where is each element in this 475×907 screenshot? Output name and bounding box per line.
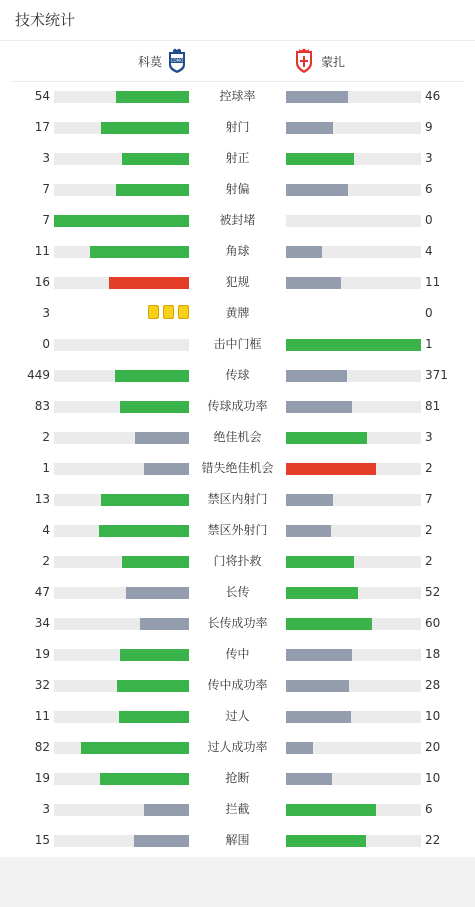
home-stat-bar-track bbox=[54, 587, 189, 599]
away-stat-bar bbox=[286, 401, 352, 413]
home-stat-value: 19 bbox=[34, 771, 50, 785]
home-stat-value: 19 bbox=[34, 647, 50, 661]
home-stat-bar bbox=[109, 277, 189, 289]
away-stat-bar-track bbox=[286, 153, 421, 165]
away-stat-value: 7 bbox=[425, 492, 433, 506]
away-stat-bar bbox=[286, 649, 352, 661]
stat-row bbox=[0, 763, 475, 794]
stat-label: 犯规 bbox=[225, 275, 250, 289]
home-stat-bar-track bbox=[54, 680, 189, 692]
home-yellow-cards bbox=[148, 305, 189, 319]
stat-label: 过人 bbox=[225, 709, 250, 723]
away-stat-bar bbox=[286, 91, 348, 103]
stat-label: 传中 bbox=[225, 647, 250, 661]
stat-label: 传中成功率 bbox=[207, 678, 268, 692]
away-stat-bar bbox=[286, 556, 354, 568]
home-stat-value: 32 bbox=[34, 678, 50, 692]
stat-label: 长传成功率 bbox=[207, 616, 268, 630]
home-stat-bar bbox=[116, 184, 189, 196]
home-stat-bar bbox=[117, 680, 189, 692]
away-stat-bar-track bbox=[286, 277, 421, 289]
home-stat-value: 54 bbox=[34, 89, 50, 103]
stat-label: 射正 bbox=[225, 151, 250, 165]
away-stat-bar bbox=[286, 742, 313, 754]
away-stat-bar-track bbox=[286, 370, 421, 382]
away-stat-value: 52 bbox=[425, 585, 441, 599]
away-stat-bar bbox=[286, 153, 354, 165]
home-stat-value: 11 bbox=[34, 244, 50, 258]
stat-row bbox=[0, 236, 475, 267]
home-stat-value: 34 bbox=[34, 616, 50, 630]
away-stat-bar bbox=[286, 184, 348, 196]
home-stat-value: 1 bbox=[42, 461, 50, 475]
away-stat-bar bbox=[286, 525, 331, 537]
away-stat-bar bbox=[286, 370, 347, 382]
away-stat-value: 2 bbox=[425, 523, 433, 537]
away-stat-bar-track bbox=[286, 680, 421, 692]
como-crest-icon bbox=[166, 48, 188, 74]
away-stat-value: 371 bbox=[425, 368, 448, 382]
stat-label: 禁区外射门 bbox=[207, 523, 268, 537]
away-stat-bar-track bbox=[286, 711, 421, 723]
stat-label: 黄牌 bbox=[225, 306, 250, 320]
stat-row bbox=[0, 329, 475, 360]
home-team-name: 科莫 bbox=[138, 54, 163, 69]
home-stat-bar-track bbox=[54, 835, 189, 847]
away-stat-bar-track bbox=[286, 246, 421, 258]
away-stat-bar-track bbox=[286, 432, 421, 444]
away-stat-value: 9 bbox=[425, 120, 433, 134]
away-stat-value: 3 bbox=[425, 151, 433, 165]
home-stat-value: 15 bbox=[34, 833, 50, 847]
home-stat-bar bbox=[54, 215, 189, 227]
stat-row bbox=[0, 298, 475, 329]
away-stat-bar bbox=[286, 587, 358, 599]
away-stat-value: 46 bbox=[425, 89, 441, 103]
stat-row bbox=[0, 639, 475, 670]
stat-row bbox=[0, 732, 475, 763]
stat-row bbox=[0, 267, 475, 298]
away-stat-value: 2 bbox=[425, 554, 433, 568]
home-stat-value: 3 bbox=[42, 151, 50, 165]
away-stat-bar-track bbox=[286, 835, 421, 847]
stat-row bbox=[0, 422, 475, 453]
home-stat-bar-track bbox=[54, 401, 189, 413]
home-stat-bar-track bbox=[54, 649, 189, 661]
stat-label: 射门 bbox=[225, 120, 250, 134]
home-stat-value: 2 bbox=[42, 554, 50, 568]
home-stat-bar bbox=[120, 401, 189, 413]
stat-row bbox=[0, 484, 475, 515]
stat-row bbox=[0, 81, 475, 112]
away-stat-value: 10 bbox=[425, 709, 441, 723]
away-stat-value: 0 bbox=[425, 306, 433, 320]
home-stat-bar-track bbox=[54, 246, 189, 258]
stats-list bbox=[0, 81, 475, 856]
away-stat-bar bbox=[286, 122, 333, 134]
home-stat-bar bbox=[99, 525, 189, 537]
home-stat-bar bbox=[90, 246, 189, 258]
home-stat-bar-track bbox=[54, 804, 189, 816]
home-stat-bar-track bbox=[54, 556, 189, 568]
home-stat-value: 16 bbox=[34, 275, 50, 289]
stat-label: 禁区内射门 bbox=[207, 492, 268, 506]
home-stat-bar-track bbox=[54, 463, 189, 475]
home-stat-value: 11 bbox=[34, 709, 50, 723]
away-team[interactable] bbox=[293, 47, 345, 75]
away-stat-bar-track bbox=[286, 401, 421, 413]
home-stat-value: 449 bbox=[27, 368, 50, 382]
away-stat-bar bbox=[286, 711, 351, 723]
away-stat-bar-track bbox=[286, 618, 421, 630]
away-stat-value: 81 bbox=[425, 399, 441, 413]
away-stat-bar bbox=[286, 246, 322, 258]
away-stat-bar-track bbox=[286, 463, 421, 475]
stat-label: 门将扑救 bbox=[213, 554, 262, 568]
home-stat-bar bbox=[101, 122, 189, 134]
stat-label: 解围 bbox=[225, 833, 250, 847]
away-stat-value: 2 bbox=[425, 461, 433, 475]
away-stat-bar-track bbox=[286, 91, 421, 103]
away-stat-value: 22 bbox=[425, 833, 441, 847]
away-stat-value: 6 bbox=[425, 182, 433, 196]
home-stat-bar bbox=[115, 370, 189, 382]
stat-label: 过人成功率 bbox=[207, 740, 268, 754]
stat-row bbox=[0, 794, 475, 825]
away-stat-bar bbox=[286, 835, 366, 847]
home-stat-value: 2 bbox=[42, 430, 50, 444]
home-stat-value: 0 bbox=[42, 337, 50, 351]
away-stat-value: 11 bbox=[425, 275, 441, 289]
home-stat-bar bbox=[144, 804, 189, 816]
stat-label: 角球 bbox=[225, 244, 250, 258]
home-team[interactable] bbox=[138, 47, 188, 75]
away-stat-bar bbox=[286, 618, 372, 630]
home-stat-bar-track bbox=[54, 525, 189, 537]
stat-row bbox=[0, 391, 475, 422]
home-stat-bar-track bbox=[54, 215, 189, 227]
home-stat-bar bbox=[126, 587, 189, 599]
stat-label: 拦截 bbox=[225, 802, 250, 816]
home-stat-value: 13 bbox=[34, 492, 50, 506]
stat-row bbox=[0, 112, 475, 143]
stat-label: 被封堵 bbox=[219, 213, 256, 227]
home-stat-bar-track bbox=[54, 432, 189, 444]
away-stat-bar bbox=[286, 804, 376, 816]
away-stat-value: 3 bbox=[425, 430, 433, 444]
home-stat-value: 7 bbox=[42, 182, 50, 196]
away-stat-bar-track bbox=[286, 339, 421, 351]
home-stat-value: 83 bbox=[34, 399, 50, 413]
away-stat-bar bbox=[286, 463, 376, 475]
away-stat-bar-track bbox=[286, 184, 421, 196]
away-stat-value: 28 bbox=[425, 678, 441, 692]
home-stat-bar-track bbox=[54, 494, 189, 506]
home-stat-value: 4 bbox=[42, 523, 50, 537]
stat-row bbox=[0, 205, 475, 236]
home-stat-value: 47 bbox=[34, 585, 50, 599]
stat-row bbox=[0, 577, 475, 608]
home-stat-bar bbox=[120, 649, 189, 661]
home-stat-bar-track bbox=[54, 742, 189, 754]
home-stat-bar bbox=[81, 742, 189, 754]
home-stat-bar bbox=[116, 91, 189, 103]
home-stat-value: 17 bbox=[34, 120, 50, 134]
away-stat-value: 60 bbox=[425, 616, 441, 630]
yellow-card-icon bbox=[148, 305, 159, 319]
stat-row bbox=[0, 515, 475, 546]
yellow-card-icon bbox=[178, 305, 189, 319]
away-stat-bar-track bbox=[286, 773, 421, 785]
monza-crest-icon bbox=[293, 48, 315, 74]
stat-row bbox=[0, 701, 475, 732]
home-stat-bar bbox=[122, 556, 190, 568]
stat-row bbox=[0, 825, 475, 856]
home-stat-bar bbox=[134, 835, 189, 847]
stat-row bbox=[0, 670, 475, 701]
stat-row bbox=[0, 608, 475, 639]
stat-label: 控球率 bbox=[219, 89, 256, 103]
stat-label: 错失绝佳机会 bbox=[201, 461, 274, 475]
home-stat-value: 7 bbox=[42, 213, 50, 227]
away-stat-bar-track bbox=[286, 587, 421, 599]
home-stat-value: 3 bbox=[42, 802, 50, 816]
stat-label: 长传 bbox=[225, 585, 250, 599]
away-stat-value: 1 bbox=[425, 337, 433, 351]
stat-row bbox=[0, 546, 475, 577]
stat-label: 传球成功率 bbox=[207, 399, 268, 413]
home-stat-bar bbox=[135, 432, 189, 444]
home-stat-bar-track bbox=[54, 122, 189, 134]
away-stat-bar bbox=[286, 773, 332, 785]
stat-label: 传球 bbox=[225, 368, 250, 382]
yellow-card-icon bbox=[163, 305, 174, 319]
away-stat-bar bbox=[286, 432, 367, 444]
home-stat-bar bbox=[101, 494, 189, 506]
away-stat-bar-track bbox=[286, 494, 421, 506]
home-stat-bar-track bbox=[54, 153, 189, 165]
away-stat-bar bbox=[286, 680, 349, 692]
home-stat-bar bbox=[122, 153, 190, 165]
stat-label: 击中门框 bbox=[213, 337, 262, 351]
away-stat-bar-track bbox=[286, 215, 421, 227]
home-stat-bar-track bbox=[54, 184, 189, 196]
away-stat-bar bbox=[286, 494, 333, 506]
away-stat-bar-track bbox=[286, 525, 421, 537]
away-stat-bar-track bbox=[286, 742, 421, 754]
away-stat-value: 20 bbox=[425, 740, 441, 754]
home-stat-value: 82 bbox=[34, 740, 50, 754]
stat-row bbox=[0, 453, 475, 484]
stat-label: 抢断 bbox=[225, 771, 250, 785]
away-stat-bar-track bbox=[286, 556, 421, 568]
svg-text:COMO: COMO bbox=[170, 58, 184, 63]
away-team-name: 蒙扎 bbox=[321, 54, 346, 69]
home-stat-bar-track bbox=[54, 773, 189, 785]
away-stat-bar-track bbox=[286, 649, 421, 661]
away-stat-value: 6 bbox=[425, 802, 433, 816]
stat-label: 射偏 bbox=[225, 182, 250, 196]
away-stat-bar bbox=[286, 339, 421, 351]
home-stat-value: 3 bbox=[42, 306, 50, 320]
stat-label: 绝佳机会 bbox=[213, 430, 262, 444]
home-stat-bar bbox=[144, 463, 189, 475]
away-stat-value: 18 bbox=[425, 647, 441, 661]
home-stat-bar-track bbox=[54, 277, 189, 289]
home-stat-bar-track bbox=[54, 711, 189, 723]
stat-row bbox=[0, 360, 475, 391]
home-stat-bar-track bbox=[54, 370, 189, 382]
away-stat-value: 4 bbox=[425, 244, 433, 258]
home-stat-bar bbox=[100, 773, 189, 785]
stat-row bbox=[0, 174, 475, 205]
away-stat-value: 0 bbox=[425, 213, 433, 227]
home-stat-bar-track bbox=[54, 618, 189, 630]
away-stat-value: 10 bbox=[425, 771, 441, 785]
away-stat-bar-track bbox=[286, 804, 421, 816]
away-stat-bar bbox=[286, 277, 341, 289]
home-stat-bar bbox=[140, 618, 189, 630]
section-title: 技术统计 bbox=[15, 11, 76, 29]
home-stat-bar bbox=[119, 711, 189, 723]
home-stat-bar-track bbox=[54, 91, 189, 103]
home-stat-bar-track bbox=[54, 339, 189, 351]
stat-row bbox=[0, 143, 475, 174]
title-divider bbox=[0, 40, 475, 41]
away-stat-bar-track bbox=[286, 122, 421, 134]
